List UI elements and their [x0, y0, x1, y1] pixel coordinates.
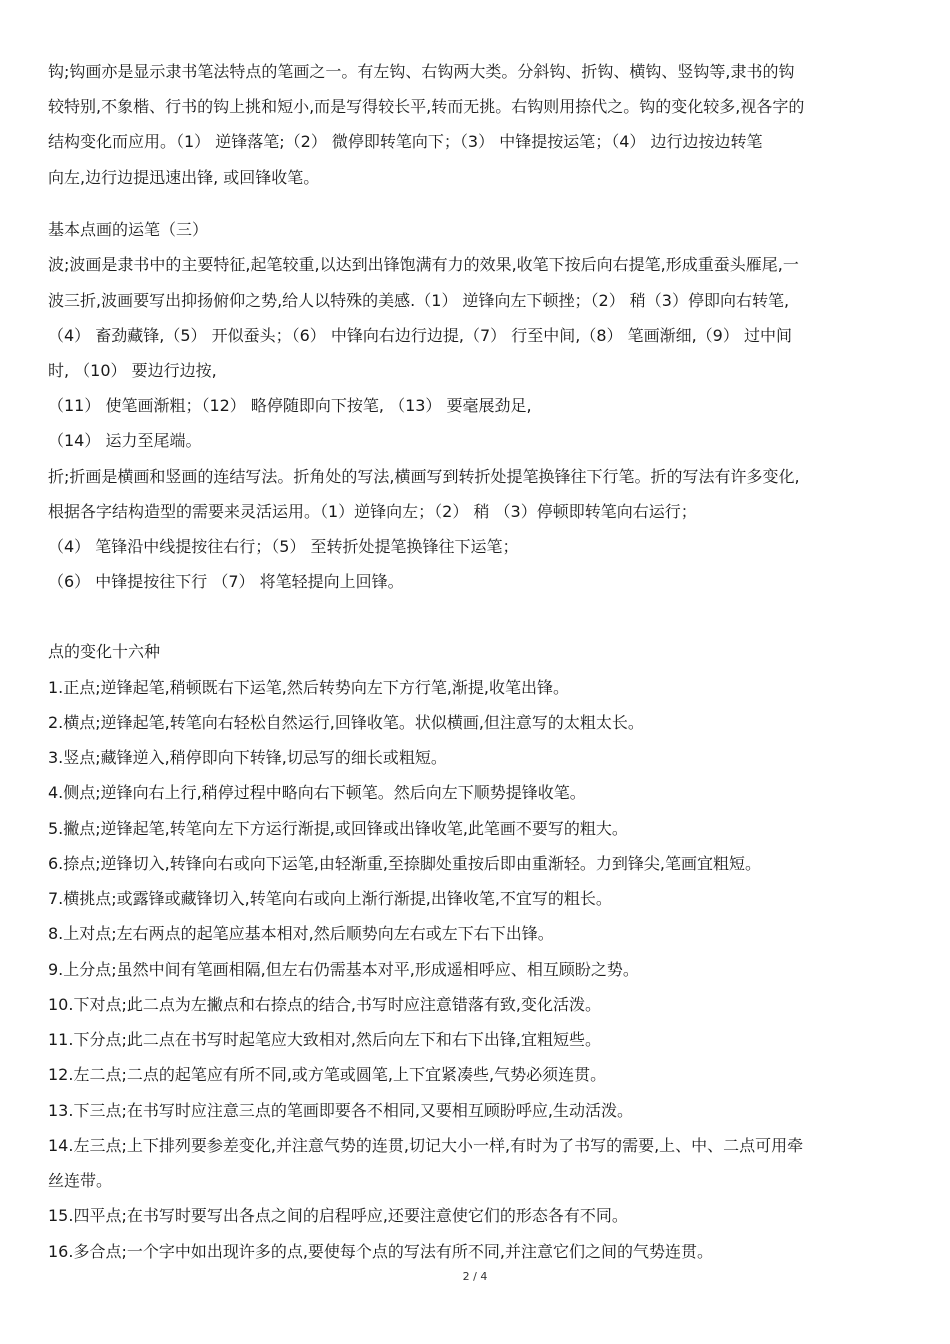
section-heading: 基本点画的运笔（三）	[48, 220, 209, 239]
list-item: 1.正点;逆锋起笔,稍顿既右下运笔,然后转势向左下方行笔,渐提,收笔出锋。	[48, 678, 570, 697]
list-item: 15.四平点;在书写时要写出各点之间的启程呼应,还要注意使它们的形态各有不同。	[48, 1206, 628, 1225]
text-line: （4） 畜劲藏锋,（5） 开似蚕头；（6） 中锋向右边行边提,（7） 行至中间,（8） 笔画渐细,（9） 过中间	[48, 326, 792, 345]
section-heading: 点的变化十六种	[48, 642, 161, 661]
text-line: 较特别,不象楷、行书的钩上挑和短小,而是写得较长平,转而无挑。右钩则用捺代之。钩的变化较多,视各字的	[48, 97, 805, 116]
list-item: 9.上分点;虽然中间有笔画相隔,但左右仍需基本对平,形成遥相呼应、相互顾盼之势。	[48, 960, 639, 979]
text-line: 波;波画是隶书中的主要特征,起笔较重,以达到出锋饱满有力的效果,收笔下按后向右提笔,形成重蚕头雁尾,一	[48, 255, 799, 274]
list-item: 2.横点;逆锋起笔,转笔向右轻松自然运行,回锋收笔。状似横画,但注意写的太粗太长。	[48, 713, 644, 732]
list-item: 12.左二点;二点的起笔应有所不同,或方笔或圆笔,上下宜紧凑些,气势必须连贯。	[48, 1065, 607, 1084]
page-number: 2 / 4	[462, 1270, 488, 1283]
list-item: 6.捺点;逆锋切入,转锋向右或向下运笔,由轻渐重,至捺脚处重按后即由重渐轻。力到锋尖,笔画宜粗短。	[48, 854, 762, 873]
text-line: （6） 中锋提按往下行 （7） 将笔轻提向上回锋。	[48, 572, 404, 591]
list-item: 10.下对点;此二点为左撇点和右捺点的结合,书写时应注意错落有致,变化活泼。	[48, 995, 602, 1014]
text-line: （14） 运力至尾端。	[48, 431, 202, 450]
text-line: 结构变化而应用。（1） 逆锋落笔;（2） 微停即转笔向下；（3） 中锋提按运笔；（4） 边行边按边转笔	[48, 132, 763, 151]
list-item: 16.多合点;一个字中如出现许多的点,要使每个点的写法有所不同,并注意它们之间的气势连贯。	[48, 1242, 714, 1261]
list-item: 3.竖点;藏锋逆入,稍停即向下转锋,切忌写的细长或粗短。	[48, 748, 447, 767]
text-line: 折;折画是横画和竖画的连结写法。折角处的写法,横画写到转折处提笔换锋往下行笔。折的写法有许多变化,	[48, 467, 800, 486]
list-item: 11.下分点;此二点在书写时起笔应大致相对,然后向左下和右下出锋,宜粗短些。	[48, 1030, 602, 1049]
text-line: （4） 笔锋沿中线提按往右行；（5） 至转折处提笔换锋往下运笔；	[48, 537, 519, 556]
text-line: 波三折,波画要写出抑扬俯仰之势,给人以特殊的美感.（1） 逆锋向左下顿挫；（2） 稍（3）停即向右转笔,	[48, 291, 790, 310]
text-line: （11） 使笔画渐粗；（12） 略停随即向下按笔, （13） 要毫展劲足,	[48, 396, 532, 415]
text-line: 钩;钩画亦是显示隶书笔法特点的笔画之一。有左钩、右钩两大类。分斜钩、折钩、横钩、竖钩等,隶书的钩	[48, 62, 795, 81]
text-line: 向左,边行边提迅速出锋, 或回锋收笔。	[48, 168, 320, 187]
list-item: 5.撇点;逆锋起笔,转笔向左下方运行渐提,或回锋或出锋收笔,此笔画不要写的粗大。	[48, 819, 628, 838]
list-item: 4.侧点;逆锋向右上行,稍停过程中略向右下顿笔。然后向左下顺势提锋收笔。	[48, 783, 586, 802]
list-item-continuation: 丝连带。	[48, 1171, 113, 1190]
list-item: 8.上对点;左右两点的起笔应基本相对,然后顺势向左右或左下右下出锋。	[48, 924, 554, 943]
list-item: 14.左三点;上下排列要参差变化,并注意气势的连贯,切记大小一样,有时为了书写的需要,上、中、二点可用牵	[48, 1136, 804, 1155]
text-line: 时, （10） 要边行边按,	[48, 361, 217, 380]
text-line: 根据各字结构造型的需要来灵活运用。（1）逆锋向左；（2） 稍 （3）停顿即转笔向右运行；	[48, 502, 697, 521]
list-item: 13.下三点;在书写时应注意三点的笔画即要各不相同,又要相互顾盼呼应,生动活泼。	[48, 1101, 634, 1120]
list-item: 7.横挑点;或露锋或藏锋切入,转笔向右或向上渐行渐提,出锋收笔,不宜写的粗长。	[48, 889, 612, 908]
